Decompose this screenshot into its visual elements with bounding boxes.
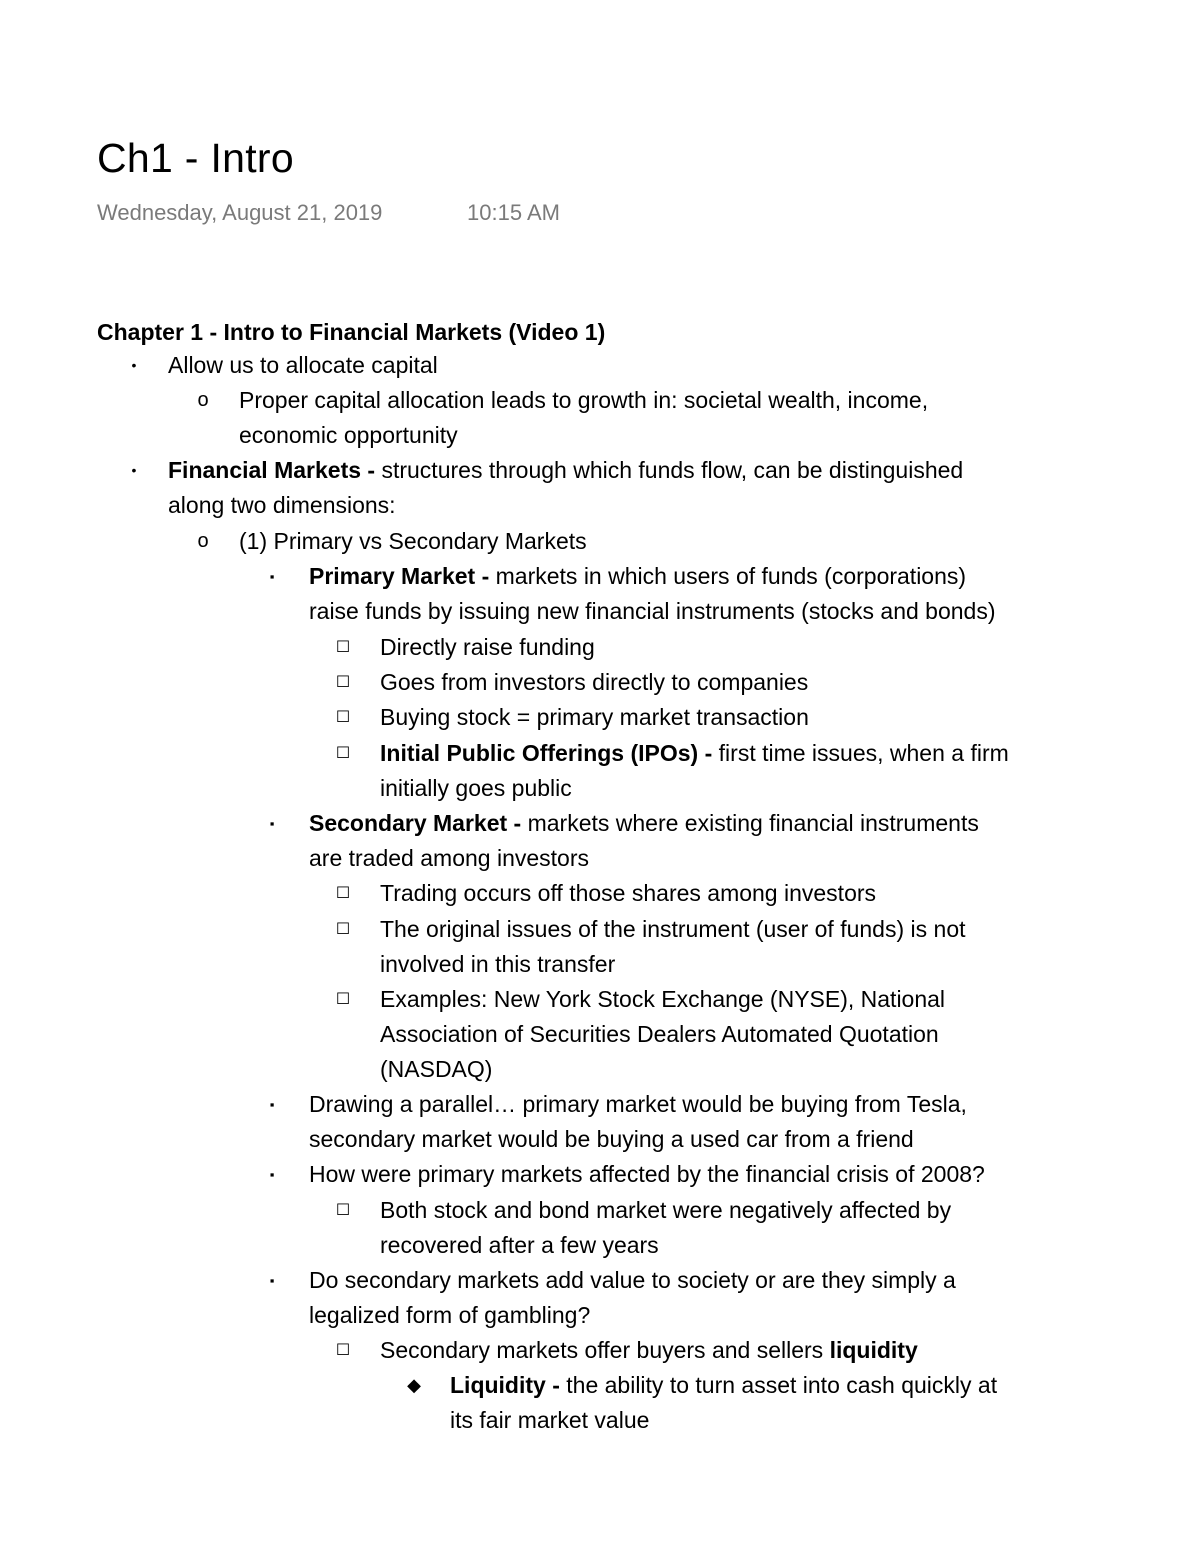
bullet-checkbox-icon: ☐ (335, 885, 351, 902)
list-item-continuation: raise funds by issuing new financial instruments (stocks and bonds) (309, 598, 996, 624)
definition-text: markets in which users of funds (corporations) (489, 563, 967, 589)
bullet-square-icon: ▪ (269, 816, 275, 831)
list-item (335, 876, 876, 911)
list-item-text: Directly raise funding (380, 634, 595, 660)
bullet-checkbox-icon: ☐ (335, 709, 351, 726)
bullet-circle-icon: o (197, 530, 209, 552)
list-item-continuation: legalized form of gambling? (309, 1302, 591, 1328)
page-title: Ch1 - Intro (97, 135, 294, 181)
list-item (335, 912, 966, 947)
term-primary-market: Primary Market - (309, 563, 490, 589)
list-item (405, 1368, 997, 1403)
list-item-continuation: Association of Securities Dealers Automated Quotation (380, 1021, 939, 1047)
bullet-diamond-icon: ◆ (407, 1375, 421, 1395)
list-item-text: Both stock and bond market were negatively affected by (380, 1197, 952, 1223)
bullet-square-icon: ▪ (269, 1097, 275, 1112)
bullet-checkbox-icon: ☐ (335, 1342, 351, 1359)
list-item (335, 1193, 951, 1228)
bullet-checkbox-icon: ☐ (335, 674, 351, 691)
list-item (335, 700, 809, 735)
list-item (195, 383, 928, 418)
bullet-circle-icon: o (197, 389, 209, 411)
list-item-continuation: are traded among investors (309, 845, 589, 871)
list-item-continuation: initially goes public (380, 775, 572, 801)
definition-text: the ability to turn asset into cash quickly at (559, 1372, 998, 1398)
definition-text: first time issues, when a firm (712, 740, 1009, 766)
list-item (335, 736, 1009, 771)
list-item-text: The original issues of the instrument (user of funds) is not (380, 916, 966, 942)
bullet-checkbox-icon: ☐ (335, 921, 351, 938)
list-item-text: Proper capital allocation leads to growth in: societal wealth, income, (239, 387, 929, 413)
list-item-text: Allow us to allocate capital (168, 352, 438, 378)
page-date-line (97, 198, 560, 228)
list-item-text: Goes from investors directly to companies (380, 669, 809, 695)
term-liquidity: Liquidity - (450, 1372, 560, 1398)
list-item (335, 1333, 918, 1368)
bullet-disc-icon: • (131, 462, 137, 478)
bullet-checkbox-icon: ☐ (335, 745, 351, 762)
list-item (266, 806, 979, 841)
bullet-square-icon: ▪ (269, 569, 275, 584)
list-item-text: Examples: New York Stock Exchange (NYSE), National (380, 986, 946, 1012)
list-item-text: Trading occurs off those shares among investors (380, 880, 877, 906)
list-item-text: Drawing a parallel… primary market would be buying from Tesla, (309, 1091, 967, 1117)
list-item (335, 982, 945, 1017)
list-item (266, 1087, 967, 1122)
list-item-text: How were primary markets affected by the financial crisis of 2008? (309, 1161, 985, 1187)
term-liquidity-emphasis: liquidity (829, 1337, 918, 1363)
chapter-heading: Chapter 1 - Intro to Financial Markets (Video 1) (97, 319, 606, 345)
list-item (266, 559, 966, 594)
list-item (127, 453, 963, 488)
page-time: 10:15 AM (467, 200, 560, 225)
list-item-continuation: recovered after a few years (380, 1232, 659, 1258)
bullet-square-icon: ▪ (269, 1273, 275, 1288)
list-item (195, 524, 587, 559)
list-item-continuation: secondary market would be buying a used car from a friend (309, 1126, 914, 1152)
list-item (335, 630, 595, 665)
list-item (335, 665, 808, 700)
list-item-text: Do secondary markets add value to society or are they simply a (309, 1267, 956, 1293)
list-item-text: (1) Primary vs Secondary Markets (239, 528, 587, 554)
bullet-checkbox-icon: ☐ (335, 991, 351, 1008)
bullet-checkbox-icon: ☐ (335, 1202, 351, 1219)
list-item (266, 1263, 956, 1298)
page-date: Wednesday, August 21, 2019 (97, 200, 383, 225)
list-item-continuation: along two dimensions: (168, 492, 396, 518)
bullet-checkbox-icon: ☐ (335, 639, 351, 656)
list-item-continuation: economic opportunity (239, 422, 458, 448)
list-item-text: Buying stock = primary market transaction (380, 704, 809, 730)
list-item-continuation: its fair market value (450, 1407, 650, 1433)
term-ipo: Initial Public Offerings (IPOs) - (380, 740, 713, 766)
list-item-continuation: involved in this transfer (380, 951, 616, 977)
term-secondary-market: Secondary Market - (309, 810, 522, 836)
term-financial-markets: Financial Markets - (168, 457, 376, 483)
list-item (266, 1157, 985, 1192)
list-item (127, 348, 438, 383)
definition-text: structures through which funds flow, can be distinguished (375, 457, 964, 483)
list-item-continuation: (NASDAQ) (380, 1056, 493, 1082)
bullet-square-icon: ▪ (269, 1167, 275, 1182)
definition-text: markets where existing financial instruments (521, 810, 979, 836)
bullet-disc-icon: • (131, 357, 137, 373)
list-item-text: Secondary markets offer buyers and sellers (380, 1337, 830, 1363)
